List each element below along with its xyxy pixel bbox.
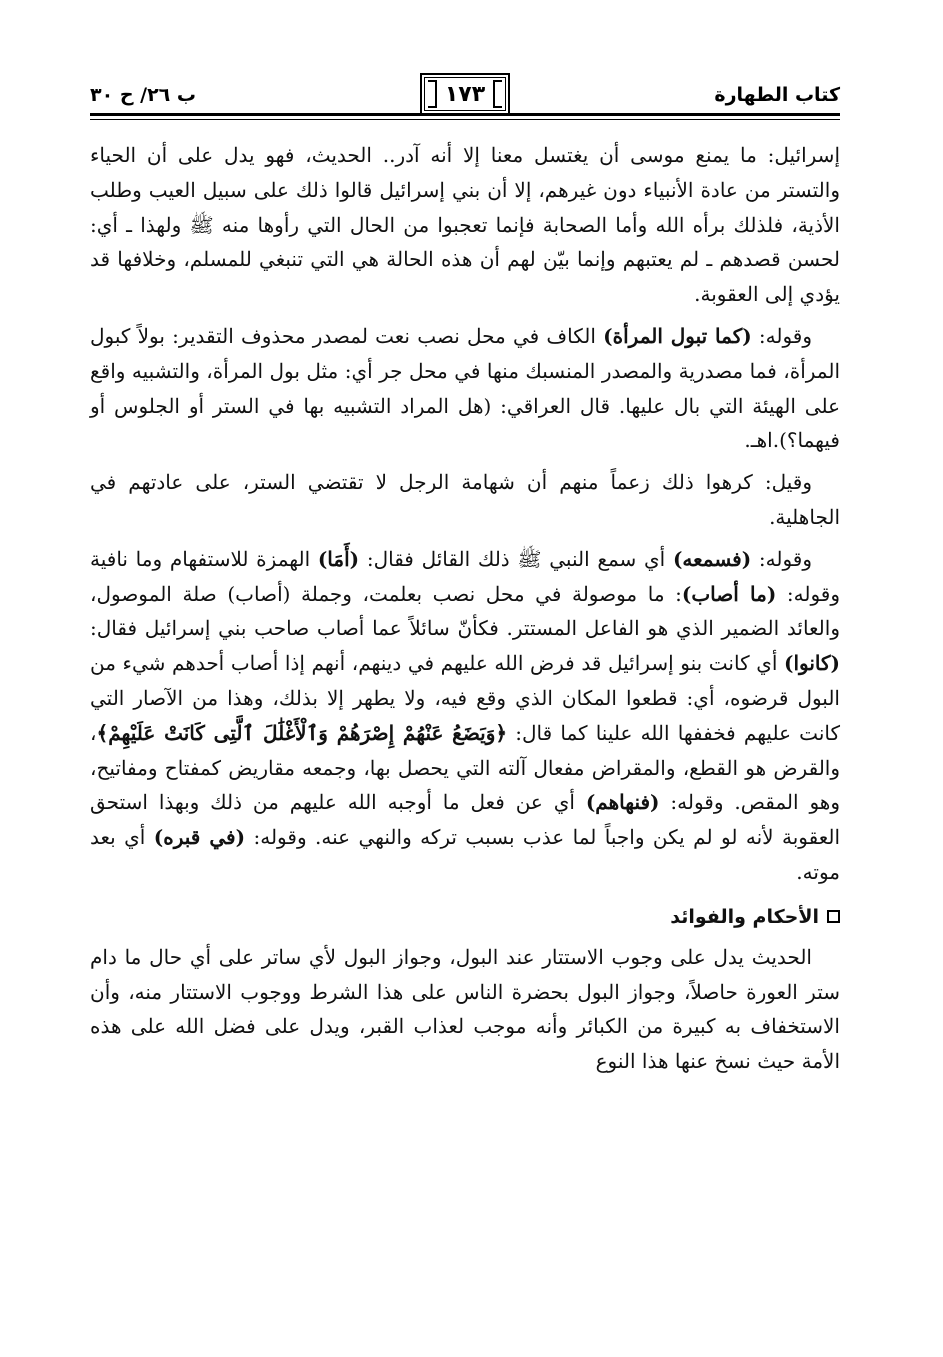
paragraph-text: : ما موصولة في محل نصب بعلمت، وجملة (أصاب) صلة الموصول، والعائد الضمير الذي هو الفاعل المستتر. فكأنّ سائلاً عما أصاب صاحب بني إسرائيل فقال: <box>90 581 840 641</box>
paragraph-text: الحديث يدل على وجوب الاستتار عند البول، وجواز البول لأي ساتر على أي حال ما دام ستر العورة حاصلاً، وجواز البول بحضرة الناس على هذا الشرط ووجوب الاستتار منه، وأن الاستخفاف به كبيرة من الكبائر وأنه موجب لعذاب القبر، ويدل على فضل الله على هذه الأمة حيث نسخ عنها هذا النوع <box>90 944 840 1074</box>
paragraph-text: إسرائيل: ما يمنع موسى أن يغتسل معنا إلا أنه آدر.. الحديث، فهو يدل على أن الحياء والتستر من عادة الأنبياء دون غيرهم، إلا أن بني إسرائيل قالوا ذلك على سبيل العيب وطلب الأذية، فلذلك برأه الله وأما الصحابة فإنما تعجبوا من الحال التي رأوها منه ﷺ ولهذا ـ أي: لحسن قصدهم ـ لم يعتبهم وإنما بيّن لهم أن هذه الحالة هي التي تنبغي للمسلم، وخلافها قد يؤدي إلى العقوبة. <box>90 143 840 307</box>
quoted-phrase: (في قبره) <box>153 825 246 850</box>
page-number-frame <box>420 73 510 115</box>
quoted-phrase: (فسمعه) <box>672 546 752 571</box>
paragraph-text: الكاف في محل نصب نعت لمصدر محذوف التقدير: بولاً كبول المرأة، فما مصدرية والمصدر المنسبك منها في محل جر أي: مثل بول المرأة، والتشبيه واقع على الهيئة التي بال عليها. قال العراقي: (هل المراد التشبيه بها في الستر أو الجلوس أو فيهما؟).اهـ. <box>90 323 840 453</box>
page-number: ١٧٣ <box>444 81 486 107</box>
quoted-phrase: (ما أصاب) <box>681 581 777 606</box>
quoted-phrase: (أَمَا) <box>317 546 360 571</box>
paragraph-text: الهمزة للاستفهام وما نافية وقوله: <box>90 546 840 606</box>
paragraph-qeel <box>90 465 840 535</box>
paragraph-text: ، والقرض هو القطع، والمقراض مفعال آلته التي يحصل بها، وجمعه مقاريض كمفتاح ومفاتيح، وهو المقص. وقوله: <box>90 720 840 815</box>
paragraph-kama-tabool <box>90 319 840 458</box>
section-heading <box>90 902 840 932</box>
square-bullet-icon <box>827 910 840 923</box>
quoted-phrase: (فنهاهم) <box>585 790 660 815</box>
paragraph-fasamiahu <box>90 542 840 890</box>
paragraph-continuation <box>90 138 840 312</box>
quran-verse: ﴿وَيَضَعُ عَنْهُمْ إِصْرَهُمْ وَٱلْأَغْلَٰلَ ٱلَّتِى كَانَتْ عَلَيْهِمْ﴾ <box>96 720 508 745</box>
header-rule-thin <box>90 119 840 120</box>
paragraph-text: أي سمع النبي ﷺ ذلك القائل فقال: <box>359 546 673 571</box>
paragraph-text: أي كانت بنو إسرائيل قد فرض الله عليهم في دينهم، أنهم إذا أصاب أحدهم شيء من البول قرضوه، أي: قطعوا المكان الذي وقع فيه، ولا يطهر إلا بذلك، وهذا من الآصار التي كانت عليهم فخففها الله علينا كما قال: <box>90 651 840 745</box>
header-rule <box>90 113 840 116</box>
paragraph-text: أي عن فعل ما أوجبه الله عليهم من ذلك وبهذا استحق العقوبة لأنه لو لم يكن واجباً لما عذب بسبب تركه والنهي عنه. وقوله: <box>90 790 841 850</box>
page-body <box>90 138 840 1086</box>
paragraph-text: أي بعد موته. <box>90 825 840 884</box>
chapter-hadith-reference: ب ٢٦/ ح ٣٠ <box>90 84 196 106</box>
section-heading-text: الأحكام والفوائد <box>670 905 819 928</box>
quoted-phrase: (كانوا) <box>784 651 840 676</box>
paragraph-lead: وقوله: <box>751 323 813 348</box>
quoted-phrase: (كما تبول المرأة) <box>603 323 752 348</box>
paragraph-text: وقيل: كرهوا ذلك زعماً منهم أن شهامة الرجل لا تقتضي الستر، على عادتهم في الجاهلية. <box>90 470 840 529</box>
paragraph-text: وقوله: <box>751 546 813 571</box>
page-header <box>90 60 840 118</box>
document-page <box>90 60 840 1340</box>
book-title: كتاب الطهارة <box>714 84 840 106</box>
section-paragraph <box>90 940 840 1079</box>
